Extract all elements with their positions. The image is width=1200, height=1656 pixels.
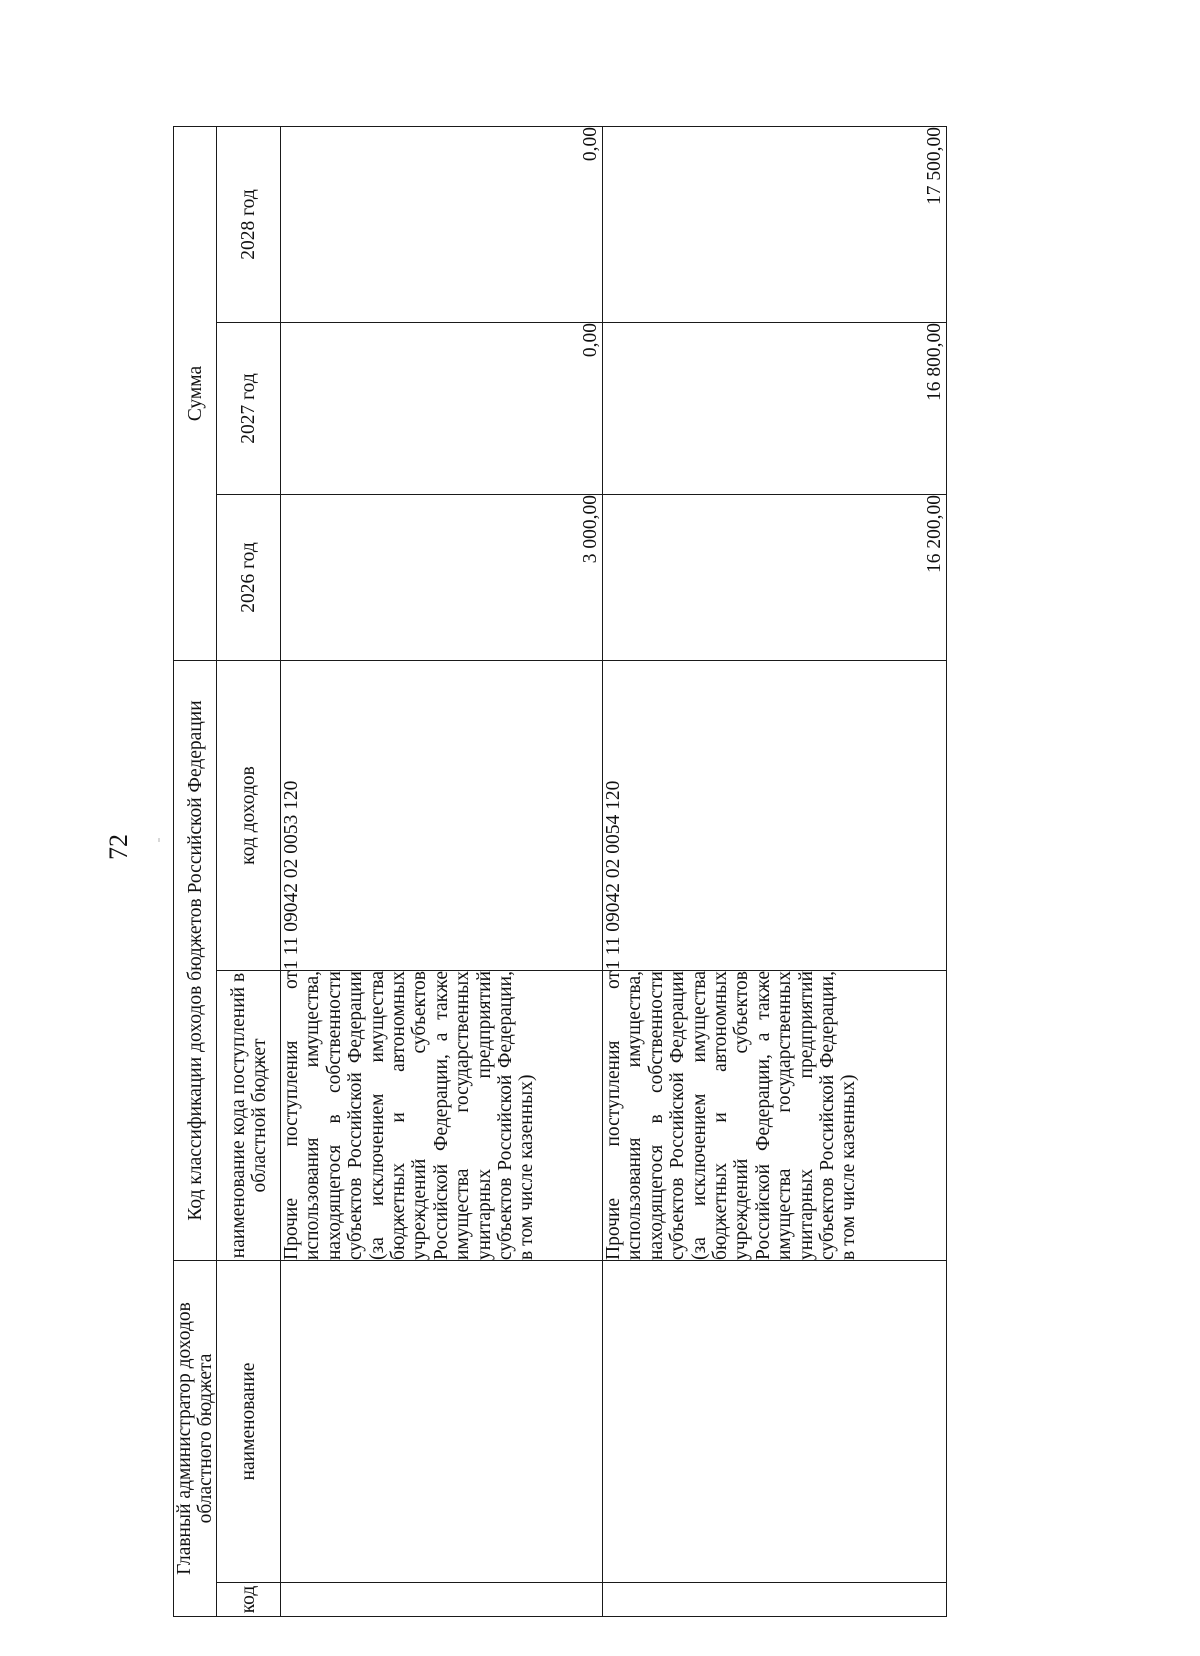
row-income-code: 1 11 09042 02 0053 120 [281,661,603,971]
header-admin-group: Главный администратор доходов областного бюджета [174,1261,217,1617]
row-income-code: 1 11 09042 02 0054 120 [603,661,947,971]
row-sum-2028: 17 500,00 [603,126,947,322]
header-income-name: наименование кода поступлений в областной бюджет [217,971,281,1261]
header-year-2028: 2028 год [217,126,281,322]
header-admin-name: наименование [217,1261,281,1583]
header-admin-code: код [217,1583,281,1617]
row-sum-2026: 16 200,00 [603,495,947,661]
scan-artifact-mark [158,838,160,842]
header-sum-group: Сумма [174,126,217,660]
page-number: 72 [104,834,133,860]
row-income-name: Прочие поступления от использования имущества, находящегося в собственности субъектов Российской Федерации (за исключением имущества бюджетных и автономных учреждений субъектов Российской Федерации, а также имущества государственных унитарных предприятий субъектов Российской Федерации, в том числе казенных) [603,971,947,1261]
table-row [281,126,603,1616]
table-row [603,126,947,1616]
header-row-2 [217,126,281,1616]
row-admin-name [281,1261,603,1583]
header-income-code: код доходов [217,661,281,971]
rotated-table-container [173,126,945,1617]
header-year-2026: 2026 год [217,495,281,661]
header-year-2027: 2027 год [217,323,281,495]
row-sum-2027: 16 800,00 [603,323,947,495]
row-sum-2026: 3 000,00 [281,495,603,661]
row-sum-2028: 0,00 [281,126,603,322]
budget-income-table [173,126,947,1617]
header-row-1 [174,126,217,1616]
row-sum-2027: 0,00 [281,323,603,495]
row-admin-code [603,1583,947,1617]
row-income-name: Прочие поступления от использования имущества, находящегося в собственности субъектов Российской Федерации (за исключением имущества бюджетных и автономных учреждений субъектов Российской Федерации, а также имущества государственных унитарных предприятий субъектов Российской Федерации, в том числе казенных) [281,971,603,1261]
header-classification-group: Код классификации доходов бюджетов Российской Федерации [174,661,217,1261]
row-admin-name [603,1261,947,1583]
row-admin-code [281,1583,603,1617]
